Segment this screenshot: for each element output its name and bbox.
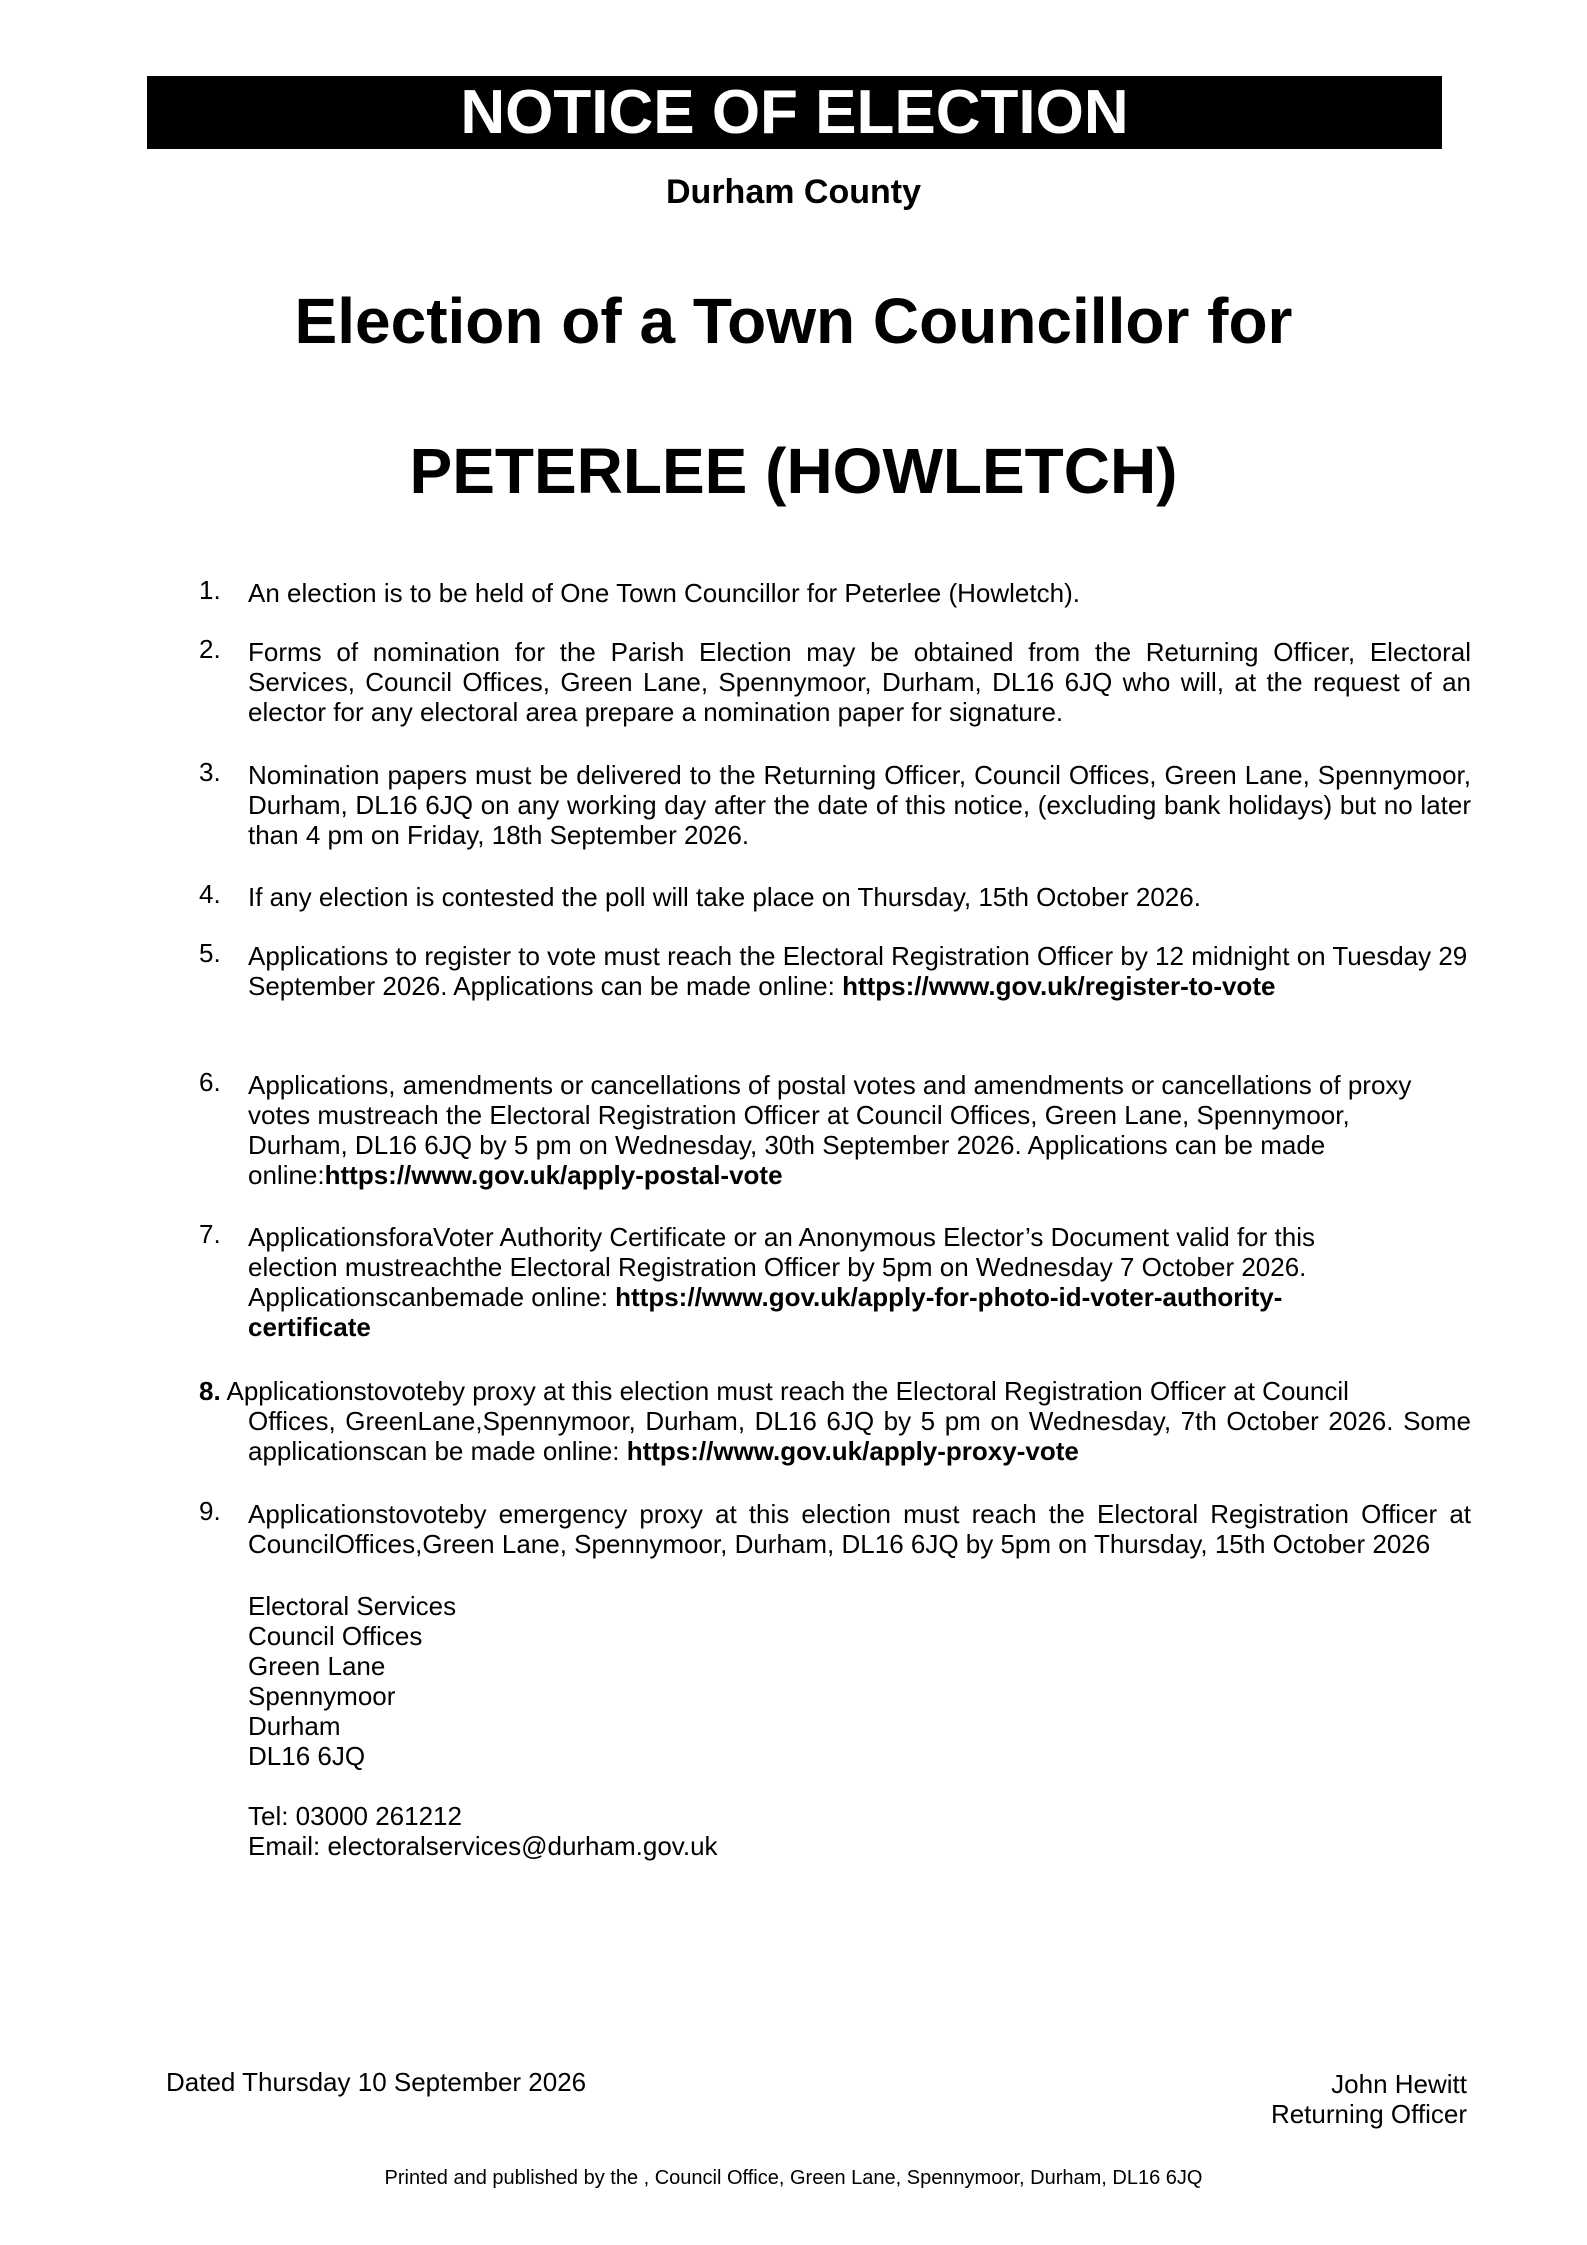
item-number: 7. — [199, 1219, 221, 1249]
address-line: Green Lane — [248, 1651, 386, 1681]
imprint-footer: Printed and published by the , Council Office, Green Lane, Spennymoor, Durham, DL16 6JQ — [384, 2167, 1203, 2189]
address-line: Durham — [248, 1711, 341, 1741]
address-line: DL16 6JQ — [248, 1741, 366, 1771]
item-number: 6. — [199, 1067, 221, 1097]
item-text: Forms of nomination for the Parish Election may be obtained from the Returning Officer, Electoral Services, Council Offices, Green Lane, Spennymoor, Durham, DL16 6JQ who will, at the request of an elector for any electoral area prepare a nomination paper for signature. — [248, 637, 1471, 727]
email: Email: electoralservices@durham.gov.uk — [248, 1831, 718, 1861]
notice-item-8 — [199, 1376, 1471, 1466]
notice-item-4 — [199, 879, 1471, 912]
address-line: Council Offices — [248, 1621, 423, 1651]
notice-item-6 — [199, 1067, 1471, 1190]
item-text: Applications, amendments or cancellations of postal votes and amendments or cancellations of proxy votes mustreach the Electoral Registration Officer at Council Offices, Green Lane, Spennymoor, Durham, DL16 6JQ by 5 pm on Wednesday, 30th September 2026. Applications can be made online: — [248, 1070, 1412, 1190]
county-heading: Durham County — [666, 173, 921, 211]
notice-item-3 — [199, 757, 1471, 850]
item-text-first-line: Applicationstovoteby proxy at this election must reach the Electoral Registration Officer at Council — [226, 1376, 1349, 1406]
telephone: Tel: 03000 261212 — [248, 1801, 462, 1831]
item-number: 4. — [199, 879, 221, 909]
item-number: 5. — [199, 938, 221, 968]
notice-item-5 — [199, 938, 1471, 1001]
item-text: Applicationstovoteby emergency proxy at this election must reach the Electoral Registration Officer at CouncilOffices,Green Lane, Spennymoor, Durham, DL16 6JQ by 5pm on Thursday, 15th October 2026 — [248, 1499, 1471, 1559]
item-number: 3. — [199, 757, 221, 787]
notice-date: Dated Thursday 10 September 2026 — [166, 2067, 587, 2097]
signoff — [1271, 2069, 1467, 2129]
election-title: Election of a Town Councillor for — [294, 285, 1293, 357]
ward-title: PETERLEE (HOWLETCH) — [409, 435, 1178, 507]
contact-block — [248, 1591, 718, 1861]
item-text: ApplicationsforaVoter Authority Certificate or an Anonymous Elector’s Document valid for this election mustreachthe Electoral Registration Officer by 5pm on Wednesday 7 October 2026. Applicationscanbemade online: — [248, 1222, 1316, 1312]
item-text: An election is to be held of One Town Councillor for Peterlee (Howletch). — [248, 578, 1080, 608]
item-text: If any election is contested the poll will take place on Thursday, 15th October 2026. — [248, 882, 1201, 912]
address-line: Electoral Services — [248, 1591, 457, 1621]
item-number: 1. — [199, 575, 221, 605]
item-text: Offices, GreenLane,Spennymoor, Durham, DL16 6JQ by 5 pm on Wednesday, 7th October 2026. Some applicationscan be made online: — [248, 1406, 1471, 1466]
returning-officer-name: John Hewitt — [1331, 2069, 1467, 2099]
notice-banner: NOTICE OF ELECTION — [147, 76, 1442, 149]
notice-item-9 — [199, 1496, 1471, 1559]
address-line: Spennymoor — [248, 1681, 396, 1711]
proxy-vote-link[interactable]: https://www.gov.uk/apply-proxy-vote — [626, 1436, 1079, 1466]
notice-item-2 — [199, 634, 1471, 727]
notice-item-1 — [199, 575, 1471, 608]
postal-vote-link[interactable]: https://www.gov.uk/apply-postal-vote — [324, 1160, 783, 1190]
register-to-vote-link[interactable]: https://www.gov.uk/register-to-vote — [842, 971, 1276, 1001]
item-number: 9. — [199, 1496, 221, 1526]
item-text: Applications to register to vote must reach the Electoral Registration Officer by 12 midnight on Tuesday 29 September 2026. Applications can be made online: — [248, 941, 1468, 1001]
voter-authority-certificate-link[interactable]: https://www.gov.uk/apply-for-photo-id-voter-authority-certificate — [248, 1282, 1283, 1342]
returning-officer-role: Returning Officer — [1270, 2099, 1467, 2129]
notice-item-7 — [199, 1219, 1471, 1342]
item-number: 8. — [199, 1376, 221, 1406]
item-text: Nomination papers must be delivered to the Returning Officer, Council Offices, Green Lane, Spennymoor, Durham, DL16 6JQ on any working day after the date of this notice, (excluding bank holidays) but no later than 4 pm on Friday, 18th September 2026. — [248, 760, 1471, 850]
item-number: 2. — [199, 634, 221, 664]
